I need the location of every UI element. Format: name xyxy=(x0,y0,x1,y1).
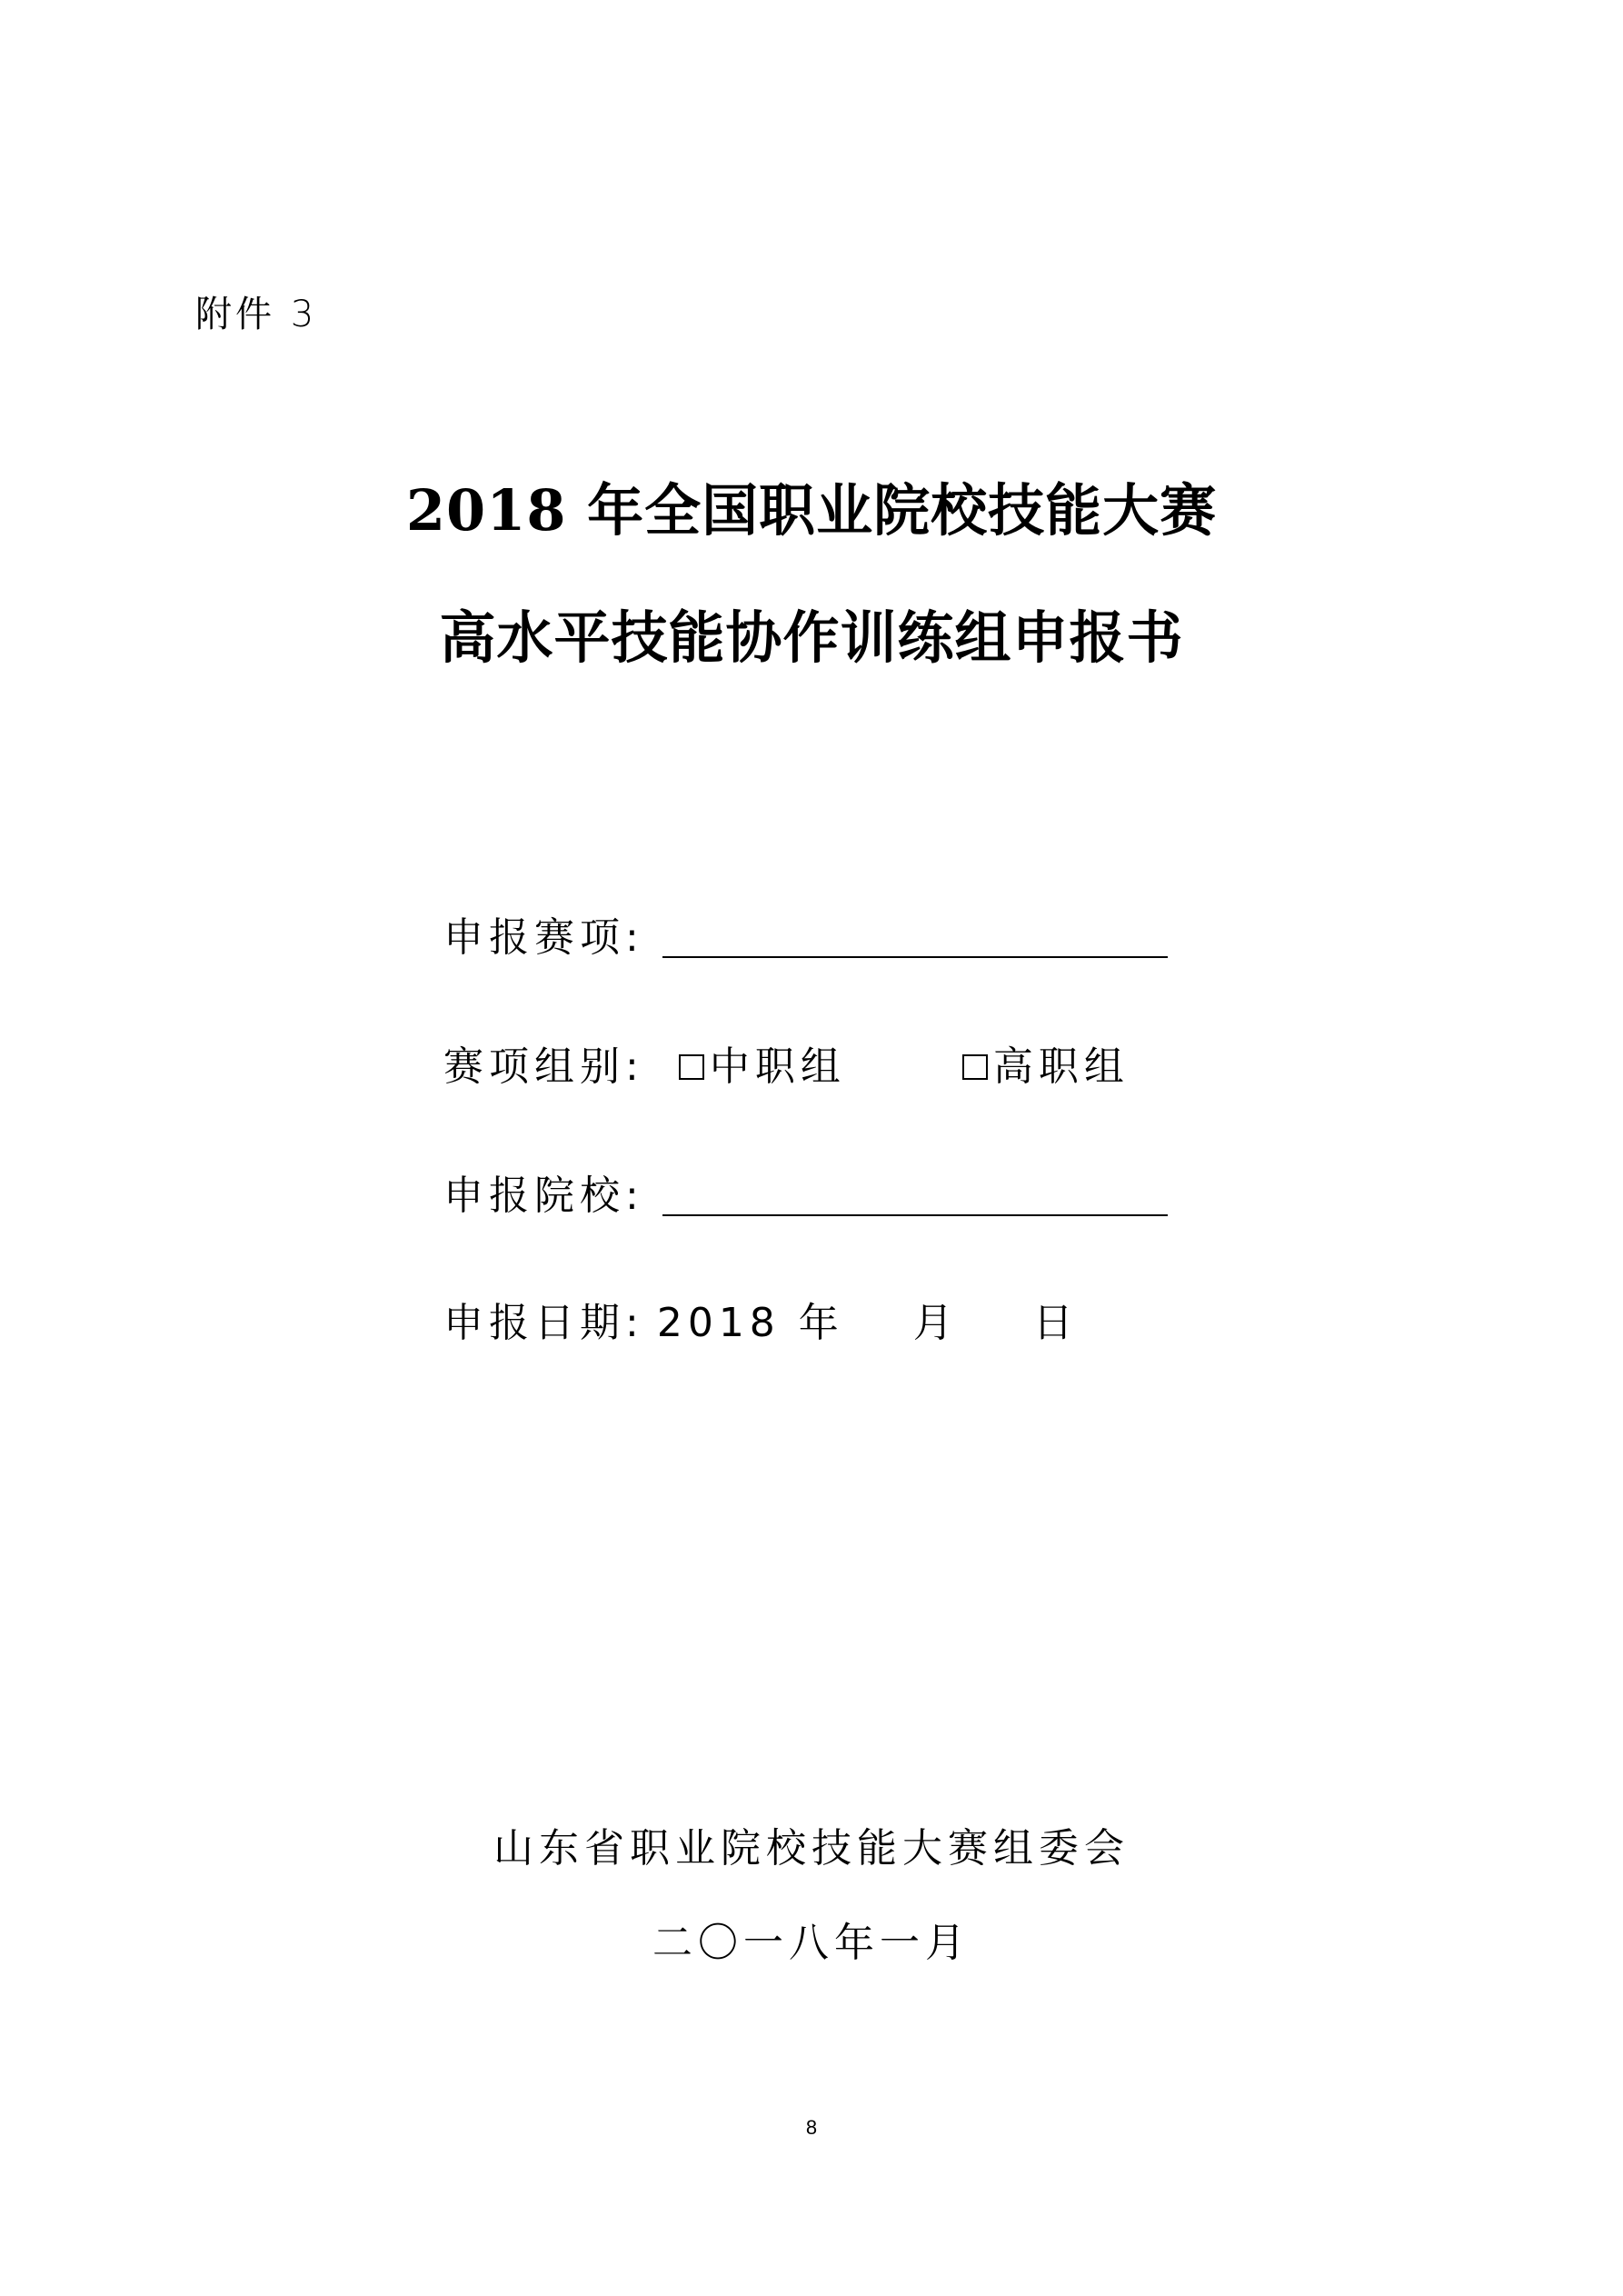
organizer-date: 二〇一八年一月 xyxy=(652,1920,971,1966)
checkbox-icon[interactable] xyxy=(679,1054,704,1080)
date-year[interactable]: 2018 年 xyxy=(656,1300,844,1346)
title-line-1: 2018 年全国职业院校技能大赛 xyxy=(405,477,1218,544)
date-day[interactable]: 日 xyxy=(1032,1300,1079,1346)
group-option-label: 中职组 xyxy=(709,1043,846,1090)
group-option-higher[interactable] xyxy=(962,1040,1130,1094)
school-field xyxy=(443,1169,1168,1223)
attachment-label: 附件 3 xyxy=(195,294,318,335)
date-field xyxy=(443,1296,1079,1351)
event-label: 申报赛项: xyxy=(443,914,644,961)
group-field xyxy=(443,1040,1130,1094)
group-option-label: 高职组 xyxy=(992,1043,1130,1090)
group-label: 赛项组别: xyxy=(443,1043,644,1090)
school-input-line[interactable] xyxy=(662,1214,1168,1216)
school-label: 申报院校: xyxy=(443,1173,644,1219)
title-line-2: 高水平技能协作训练组申报书 xyxy=(439,604,1184,671)
date-month[interactable]: 月 xyxy=(912,1300,959,1346)
page-number: 8 xyxy=(805,2116,818,2139)
date-label: 申报日期: xyxy=(443,1300,644,1346)
checkbox-icon[interactable] xyxy=(962,1054,988,1080)
organizer-name: 山东省职业院校技能大赛组委会 xyxy=(493,1825,1130,1872)
event-input-line[interactable] xyxy=(662,956,1168,958)
group-option-secondary[interactable] xyxy=(679,1040,846,1094)
event-field xyxy=(443,911,1168,965)
